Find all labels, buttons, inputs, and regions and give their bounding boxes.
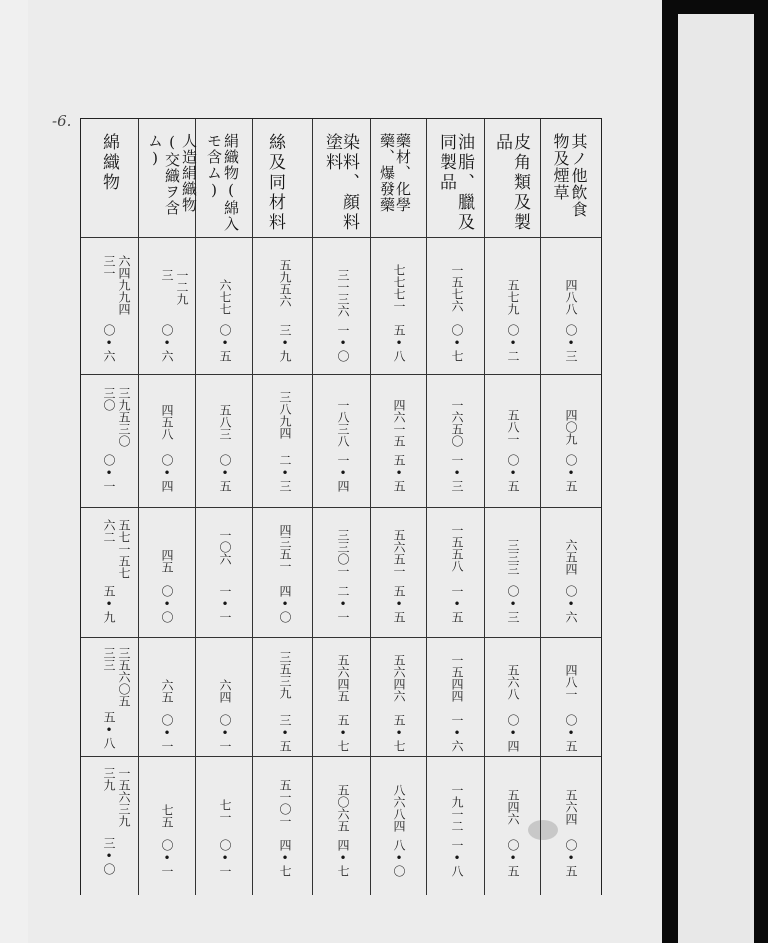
cell-value: 〇•五 [218, 324, 232, 362]
cell-value: 五•八 [392, 324, 406, 362]
cell-value: 三八九四 [278, 391, 292, 439]
cell-value: 四八一 [564, 664, 578, 700]
cell-value: 七七七一 [392, 264, 406, 312]
header-artificial-silk: 人造絹織物(交織ヲ含ム) [146, 133, 198, 216]
cell-value: 〇•一 [218, 714, 232, 752]
cell-value: 四〇九 [564, 409, 578, 445]
cell-value: 四八八 [564, 279, 578, 315]
cell-value: 三九五三〇三〇 [102, 387, 131, 447]
row-divider [81, 756, 601, 757]
page-marker: -6. [52, 112, 72, 130]
cell-value: 〇•六 [160, 324, 174, 362]
cell-value: 五八三 [218, 404, 232, 440]
cell-value: 一•八 [450, 839, 464, 877]
header-dyes-paints: 染料、顔料塗料 [322, 133, 359, 233]
cell-value: 五六八 [506, 664, 520, 700]
row-divider [81, 637, 601, 638]
cell-value: 五七九 [506, 279, 520, 315]
cell-value: 八六八四 [392, 784, 406, 832]
cell-value: 一•一 [218, 585, 232, 623]
cell-value: 五一〇一 [278, 779, 292, 827]
header-chemicals: 藥材、化學藥、爆發藥 [378, 133, 412, 213]
cell-value: 〇•一 [218, 839, 232, 877]
cell-value: 三三〇一 [336, 529, 350, 577]
cell-value: 一•四 [336, 454, 350, 492]
cell-value: 〇•五 [564, 454, 578, 492]
cell-value: 一二九三 [160, 269, 189, 305]
cell-value: 五九五六 [278, 259, 292, 307]
cell-value: 五•七 [392, 714, 406, 752]
cell-value: 〇•一 [160, 839, 174, 877]
cell-value: 〇•六 [564, 585, 578, 623]
cell-value: 一•五 [450, 585, 464, 623]
cell-value: 五•五 [392, 454, 406, 492]
cell-value: 〇•五 [506, 454, 520, 492]
cell-value: 五•七 [336, 714, 350, 752]
cell-value: 四三五一 [278, 524, 292, 572]
cell-value: 四六一五 [392, 399, 406, 447]
cell-value: 三•〇 [102, 837, 116, 875]
cell-value: 一五五八 [450, 524, 464, 572]
cell-value: 二•三 [278, 454, 292, 492]
cell-value: 〇•二 [506, 324, 520, 362]
cell-value: 七五 [160, 804, 174, 828]
cell-value: 一五七六 [450, 264, 464, 312]
cell-value: 〇•五 [218, 454, 232, 492]
trade-table [80, 118, 602, 895]
cell-value: 四五 [160, 549, 174, 573]
cell-value: 四•七 [336, 839, 350, 877]
cell-value: 〇•五 [564, 714, 578, 752]
cell-value: 〇•〇 [160, 585, 174, 623]
cell-value: 五四六 [506, 789, 520, 825]
cell-value: 〇•三 [506, 585, 520, 623]
cell-value: 五•九 [102, 585, 116, 623]
cell-value: 三•五 [278, 714, 292, 752]
cell-value: 一八三八 [336, 399, 350, 447]
cell-value: 五六五一 [392, 529, 406, 577]
cell-value: 〇•三 [564, 324, 578, 362]
cell-value: 四五八 [160, 404, 174, 440]
cell-value: 〇•四 [506, 714, 520, 752]
cell-value: 三五三九 [278, 651, 292, 699]
scan-margin [0, 0, 28, 943]
cell-value: 一六五〇 [450, 399, 464, 447]
header-other-food-tobacco: 其ノ他飲食物及煙草 [551, 133, 588, 218]
cell-value: 六五四 [564, 539, 578, 575]
cell-value: 八•〇 [392, 839, 406, 877]
header-divider [81, 237, 601, 238]
cell-value: 一•〇 [336, 324, 350, 362]
cell-value: 三一三六 [336, 269, 350, 317]
cell-value: 三五六〇五三三 [102, 647, 131, 707]
cell-value: 五•五 [392, 585, 406, 623]
cell-value: 一五四四 [450, 654, 464, 702]
cell-value: 七一 [218, 799, 232, 823]
cell-value: 六五 [160, 679, 174, 703]
cell-value: 一•六 [450, 714, 464, 752]
cell-value: 六四九九四三一 [102, 255, 131, 315]
cell-value: 五八一 [506, 409, 520, 445]
cell-value: 〇•五 [564, 839, 578, 877]
cell-value: 五七一五七六二 [102, 519, 131, 579]
cell-value: 一五六三九三九 [102, 767, 131, 827]
cell-value: 一〇六 [218, 529, 232, 565]
header-cotton-fabric: 綿織物 [99, 133, 119, 193]
cell-value: 四•七 [278, 839, 292, 877]
cell-value: 一九一二 [450, 784, 464, 832]
cell-value: 六四 [218, 679, 232, 703]
cell-value: 五六四 [564, 789, 578, 825]
cell-value: 〇•六 [102, 324, 116, 362]
cell-value: 四•〇 [278, 585, 292, 623]
cell-value: 三三三 [506, 539, 520, 575]
cell-value: 一•三 [450, 454, 464, 492]
cell-value: 〇•一 [102, 454, 116, 492]
cell-value: 二•一 [336, 585, 350, 623]
header-silk-fabric: 絹織物(綿入モ含ム) [205, 133, 240, 232]
cell-value: 〇•一 [160, 714, 174, 752]
header-oils-fats: 油脂、臘及同製品 [436, 133, 474, 233]
cell-value: 三•九 [278, 324, 292, 362]
cell-value: 五•八 [102, 711, 116, 749]
facing-page [678, 14, 754, 943]
cell-value: 五〇六五 [336, 784, 350, 832]
cell-value: 五六四六 [392, 654, 406, 702]
cell-value: 〇•五 [506, 839, 520, 877]
row-divider [81, 507, 601, 508]
row-divider [81, 374, 601, 375]
cell-value: 〇•四 [160, 454, 174, 492]
cell-value: 六七七 [218, 279, 232, 315]
cell-value: 〇•七 [450, 324, 464, 362]
header-leather-horn: 皮角類及製品 [492, 133, 530, 233]
header-yarn-materials: 絲及同材料 [265, 133, 285, 233]
cell-value: 五六四五 [336, 654, 350, 702]
